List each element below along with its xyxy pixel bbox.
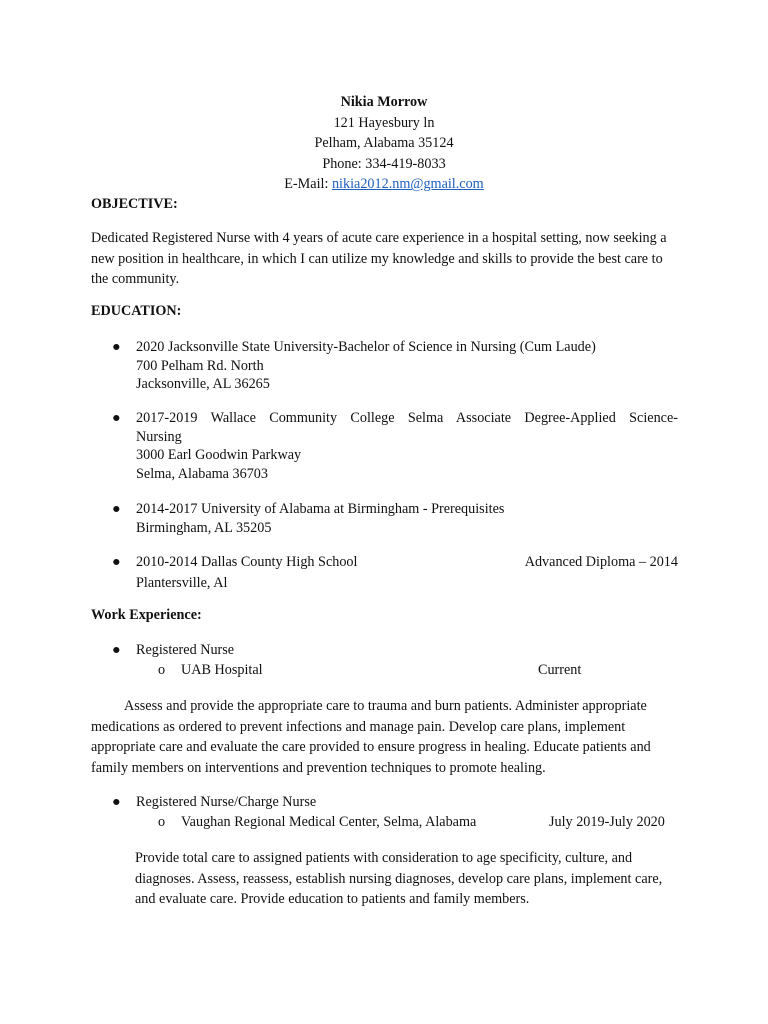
education-street: 3000 Earl Goodwin Parkway bbox=[136, 447, 302, 463]
education-item bbox=[112, 409, 678, 483]
bullet-icon: ● bbox=[112, 794, 121, 810]
job-dates: Current bbox=[538, 662, 582, 678]
contact-header bbox=[0, 92, 768, 195]
bullet-icon: ● bbox=[112, 501, 121, 517]
job-dates: July 2019-July 2020 bbox=[549, 814, 665, 830]
education-city: Selma, Alabama 36703 bbox=[136, 465, 268, 482]
job-title-item bbox=[112, 641, 678, 660]
education-degree: 2014-2017 University of Alabama at Birmingham - Prerequisites bbox=[136, 501, 505, 517]
education-degree-cont: Nursing bbox=[136, 428, 182, 445]
education-item bbox=[112, 338, 678, 394]
job-employer: Vaughan Regional Medical Center, Selma, Alabama bbox=[181, 814, 477, 830]
job-description: Assess and provide the appropriate care to trauma and burn patients. Administer appropriate medications as ordered to prevent infections and manage pain. Develop care plans, implement appropriate care and evaluate the care provided to ensure progress in healing. Educate patients and family members on interventions and prevention techniques to promote healing. bbox=[91, 698, 651, 776]
job-description: Provide total care to assigned patients with consideration to age specificity, culture, and diagnoses. Assess, reassess, establish nursing diagnoses, develop care plans, implement care, and evaluate care. Provide education to patients and family members. bbox=[135, 850, 663, 908]
job-title-item bbox=[112, 793, 678, 812]
email-label: E-Mail: bbox=[284, 176, 332, 193]
education-city: Plantersville, Al bbox=[136, 574, 228, 591]
education-award: Advanced Diploma – 2014 bbox=[524, 554, 678, 570]
bullet-icon: ● bbox=[112, 642, 121, 658]
bullet-icon: ● bbox=[112, 339, 121, 355]
education-item bbox=[112, 500, 678, 537]
sub-bullet-icon: o bbox=[158, 814, 166, 830]
education-item bbox=[112, 552, 678, 593]
education-city: Birmingham, AL 35205 bbox=[136, 519, 272, 536]
address-line-2: Pelham, Alabama 35124 bbox=[314, 135, 454, 152]
work-heading: Work Experience: bbox=[91, 607, 202, 623]
phone-line: Phone: 334-419-8033 bbox=[322, 155, 446, 172]
objective-text: Dedicated Registered Nurse with 4 years of acute care experience in a hospital setting, now seeking a new position in healthcare, in which I can utilize my knowledge and skills to provide the best care to the community. bbox=[91, 230, 667, 288]
objective-heading: OBJECTIVE: bbox=[91, 196, 178, 212]
applicant-name: Nikia Morrow bbox=[340, 94, 428, 110]
education-degree: 2017-2019 Wallace Community College Selma Associate Degree-Applied Science- bbox=[136, 410, 678, 426]
email-link[interactable]: nikia2012.nm@gmail.com bbox=[331, 176, 484, 193]
education-heading: EDUCATION: bbox=[91, 303, 182, 319]
bullet-icon: ● bbox=[112, 554, 121, 570]
address-line-1: 121 Hayesbury ln bbox=[333, 114, 435, 131]
education-degree: 2020 Jacksonville State University-Bachelor of Science in Nursing (Cum Laude) bbox=[136, 339, 596, 355]
email-line bbox=[0, 174, 768, 195]
education-city: Jacksonville, AL 36265 bbox=[136, 376, 270, 392]
job-title: Registered Nurse bbox=[136, 642, 235, 658]
education-degree: 2010-2014 Dallas County High School bbox=[136, 554, 358, 570]
job-title: Registered Nurse/Charge Nurse bbox=[136, 794, 317, 810]
sub-bullet-icon: o bbox=[158, 662, 166, 678]
job-employer: UAB Hospital bbox=[181, 662, 263, 678]
education-street: 700 Pelham Rd. North bbox=[136, 357, 264, 374]
bullet-icon: ● bbox=[112, 410, 121, 426]
